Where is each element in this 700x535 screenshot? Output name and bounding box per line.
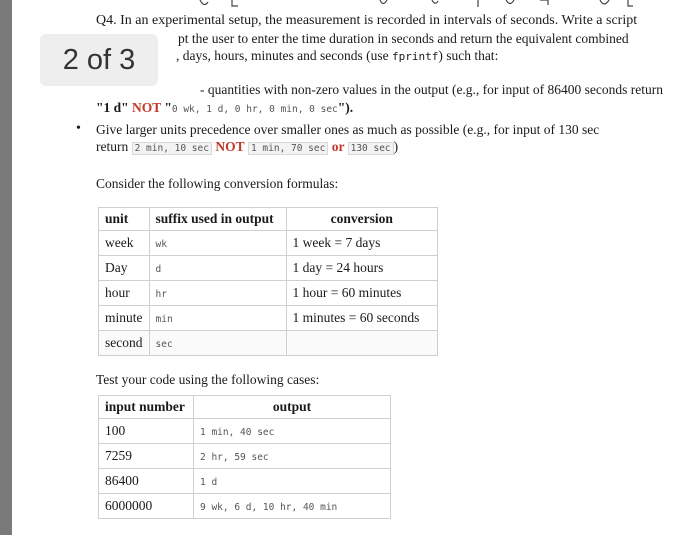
bullet-2-not: NOT — [215, 139, 245, 154]
bullet-1-not: NOT — [132, 100, 162, 115]
conversion-intro: Consider the following conversion formulas: — [96, 176, 339, 191]
bullet-1-quote-2: " — [161, 100, 172, 115]
table-row — [99, 306, 438, 331]
bullet-2-code-2: 1 min, 70 sec — [248, 142, 328, 155]
page-indicator: 2 of 3 — [40, 34, 158, 86]
bullet-1-quote-1: "1 d" — [96, 100, 132, 115]
table-row — [99, 331, 438, 356]
conversion-header-conversion: conversion — [286, 208, 438, 231]
conversion-cell — [286, 331, 438, 356]
bullet-2-line-1: Give larger units precedence over smaller ones as much as possible (e.g., for input of 130 sec — [96, 122, 600, 137]
suffix-cell — [149, 256, 286, 281]
conversion-header-row — [99, 208, 438, 231]
previous-page-edge — [0, 0, 700, 14]
output-code: 1 min, 40 sec — [200, 427, 275, 438]
suffix-cell — [149, 331, 286, 356]
table-row — [99, 444, 391, 469]
bullet-1-code: 0 wk, 1 d, 0 hr, 0 min, 0 sec — [171, 104, 338, 115]
suffix-cell — [149, 281, 286, 306]
conversion-cell: 1 week = 7 days — [286, 231, 438, 256]
bullet-2-end: ) — [393, 139, 399, 154]
conversion-header-unit: unit — [99, 208, 150, 231]
suffix-code: sec — [155, 339, 173, 350]
test-intro: Test your code using the following cases: — [96, 372, 320, 387]
table-row — [99, 419, 391, 444]
test-header-output: output — [194, 396, 391, 419]
output-cell — [194, 469, 391, 494]
question-line-1: Q4. In an experimental setup, the measurement is recorded in intervals of seconds. Write a script — [96, 13, 638, 28]
output-cell — [194, 444, 391, 469]
test-header-row — [99, 396, 391, 419]
bullet-2-return: return — [96, 139, 132, 154]
question-line-2: pt the user to enter the time duration in seconds and return the equivalent combined — [178, 31, 629, 46]
unit-cell: week — [99, 231, 150, 256]
suffix-cell — [149, 231, 286, 256]
question-line-3-prefix: , days, hours, minutes and seconds (use — [176, 48, 392, 63]
table-row — [99, 256, 438, 281]
conversion-cell: 1 minutes = 60 seconds — [286, 306, 438, 331]
suffix-cell — [149, 306, 286, 331]
conversion-cell: 1 day = 24 hours — [286, 256, 438, 281]
table-row — [99, 231, 438, 256]
table-row — [99, 281, 438, 306]
unit-cell: hour — [99, 281, 150, 306]
suffix-code: min — [155, 314, 173, 325]
test-cases-table — [98, 395, 391, 519]
input-cell: 7259 — [99, 444, 194, 469]
left-scroll-bar[interactable] — [0, 0, 12, 535]
bullet-2-code-1: 2 min, 10 sec — [132, 142, 212, 155]
conversion-table — [98, 207, 438, 356]
input-cell: 100 — [99, 419, 194, 444]
bullet-2-code-3: 130 sec — [348, 142, 394, 155]
bullet-1-end: "). — [337, 100, 354, 115]
output-code: 2 hr, 59 sec — [200, 452, 269, 463]
suffix-code: hr — [155, 289, 167, 300]
unit-cell: minute — [99, 306, 150, 331]
conversion-header-suffix: suffix used in output — [149, 208, 286, 231]
unit-cell: second — [99, 331, 150, 356]
previous-page-glyphs — [0, 0, 700, 14]
output-code: 1 d — [200, 477, 218, 488]
table-row — [99, 469, 391, 494]
table-row — [99, 494, 391, 519]
unit-cell: Day — [99, 256, 150, 281]
question-line-3 — [176, 48, 498, 64]
output-cell — [194, 419, 391, 444]
bullet-2-line-2 — [96, 139, 398, 155]
suffix-code: wk — [155, 239, 167, 250]
input-cell: 6000000 — [99, 494, 194, 519]
bullet-2-marker: • — [76, 121, 81, 136]
output-cell — [194, 494, 391, 519]
suffix-code: d — [155, 264, 162, 275]
bullet-1-line-1: - quantities with non-zero values in the output (e.g., for input of 86400 seconds return — [200, 82, 664, 97]
question-line-3-suffix: ) such that: — [438, 48, 499, 63]
bullet-2-or: or — [328, 139, 348, 154]
conversion-cell: 1 hour = 60 minutes — [286, 281, 438, 306]
output-code: 9 wk, 6 d, 10 hr, 40 min — [200, 502, 338, 513]
input-cell: 86400 — [99, 469, 194, 494]
bullet-1-line-2 — [96, 100, 353, 116]
test-header-input: input number — [99, 396, 194, 419]
fprintf-code: fprintf — [391, 50, 439, 63]
